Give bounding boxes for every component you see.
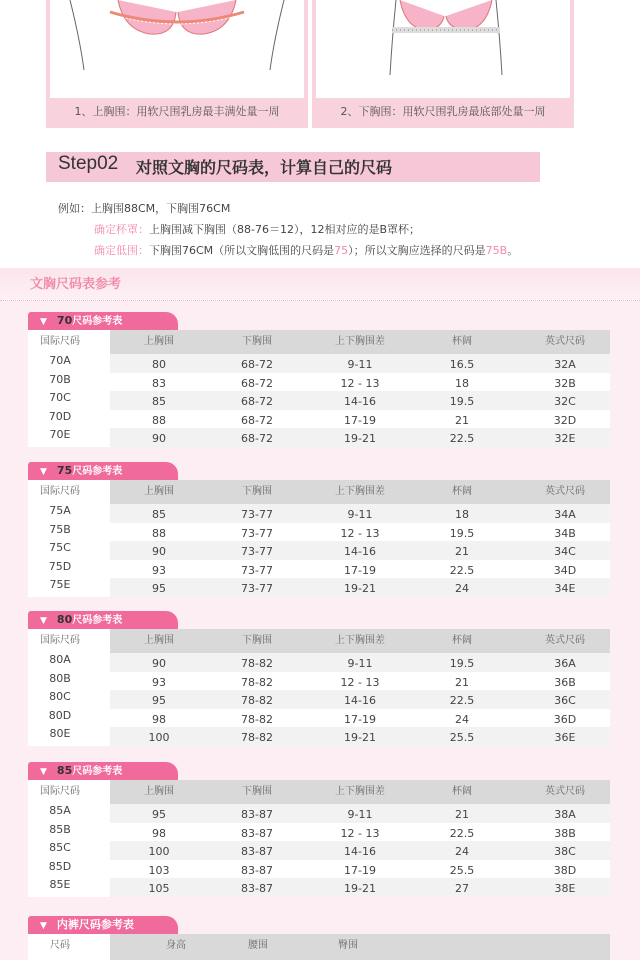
table-cell: 32D	[553, 413, 577, 427]
table-row	[28, 727, 610, 746]
panty-tag-text: 内裤尺码参考表	[56, 918, 134, 931]
table-cell: 24	[455, 712, 469, 726]
upper-bust-panel	[46, 0, 308, 128]
table-cell: 22.5	[449, 563, 475, 577]
table-header-cell: 国际尺码	[40, 635, 80, 646]
panty-header-hip: 臀围	[338, 940, 358, 951]
table-header-cell: 杯阔	[452, 786, 472, 797]
table-cell: 38B	[554, 826, 576, 840]
table-row	[28, 841, 610, 860]
table-cell: 9-11	[347, 657, 373, 670]
table-header-cell: 英式尺码	[545, 635, 585, 646]
table-cell: 85A	[49, 804, 71, 817]
under-bust-panel	[312, 0, 574, 128]
table-header-row	[28, 480, 610, 504]
table-header-cell: 上胸围	[144, 635, 174, 646]
table-cell: 78-82	[241, 731, 273, 744]
table-header-cell: 下胸围	[242, 635, 272, 646]
table-cell: 83	[152, 376, 166, 390]
table-header-cell: 上下胸围差	[335, 336, 385, 347]
table-cell: 12 - 13	[340, 826, 380, 840]
example-text	[58, 198, 518, 261]
table-header-row	[28, 629, 610, 653]
table-cell: 25.5	[449, 731, 475, 744]
table-cell: 68-72	[241, 376, 273, 390]
table-cell: 12 - 13	[340, 675, 380, 689]
table-cell: 90	[152, 545, 166, 558]
table-cell: 19.5	[449, 526, 475, 540]
table-cell: 85	[152, 395, 166, 408]
table-header-cell: 上胸围	[144, 486, 174, 497]
table-cell: 9-11	[347, 808, 373, 821]
table-cell: 85E	[49, 878, 71, 891]
table-cell: 88	[152, 526, 166, 540]
table-cell: 80E	[49, 727, 71, 740]
table-cell: 32A	[554, 358, 576, 371]
table-cell: 38E	[554, 882, 576, 895]
step-label: Step02	[58, 153, 119, 174]
table-header-cell: 杯阔	[452, 336, 472, 347]
table-cell: 75C	[49, 541, 71, 554]
panty-header-row	[28, 934, 610, 960]
table-cell: 38D	[553, 863, 577, 877]
table-cell: 19-21	[344, 882, 376, 895]
step-title: 对照文胸的尺码表，计算自己的尺码	[136, 158, 393, 177]
table-cell: 95	[152, 808, 166, 821]
table-cell: 80B	[49, 671, 71, 685]
table-cell: 73-77	[241, 545, 273, 558]
table-cell: 34C	[554, 545, 576, 558]
upper-bust-illustration	[50, 0, 304, 98]
table-cell: 38C	[554, 845, 576, 858]
table-row	[28, 578, 610, 597]
upper-bust-caption: 1、上胸围：用软尺围乳房最丰满处量一周	[74, 105, 280, 118]
table-cell: 18	[455, 508, 469, 521]
size-table-tag	[28, 462, 178, 480]
table-header-cell: 上下胸围差	[335, 786, 385, 797]
table-row	[28, 709, 610, 728]
table-cell: 83-87	[241, 808, 273, 821]
table-cell: 21	[455, 675, 469, 689]
table-row	[28, 672, 610, 691]
cup-text: 上胸围减下胸围（88-76＝12），12相对应的是B罩杯；	[149, 223, 421, 236]
table-cell: 73-77	[241, 582, 273, 595]
table-cell: 83-87	[241, 863, 273, 877]
table-cell: 78-82	[241, 657, 273, 670]
table-cell: 36E	[554, 731, 576, 744]
table-cell: 19-21	[344, 731, 376, 744]
table-cell: 19-21	[344, 432, 376, 445]
table-cell: 73-77	[241, 508, 273, 521]
table-cell: 17-19	[344, 413, 376, 427]
table-cell: 75A	[49, 504, 71, 517]
table-header-cell: 上胸围	[144, 336, 174, 347]
table-cell: 80	[152, 358, 166, 371]
table-cell: 90	[152, 432, 166, 445]
band-value: 75	[334, 244, 349, 257]
size-table-tag	[28, 762, 178, 780]
table-cell: 68-72	[241, 413, 273, 427]
table-row	[28, 560, 610, 579]
triangle-down-icon: ▼	[40, 616, 47, 626]
table-cell: 25.5	[449, 863, 475, 877]
table-cell: 21	[455, 545, 469, 558]
table-cell: 34A	[554, 508, 576, 521]
table-cell: 21	[455, 413, 469, 427]
triangle-down-icon: ▼	[40, 467, 47, 477]
table-cell: 14-16	[344, 845, 376, 858]
table-cell: 75E	[49, 578, 71, 591]
table-cell: 19.5	[449, 395, 475, 408]
tag-size: 75	[56, 464, 73, 477]
size-table-tag	[28, 312, 178, 330]
triangle-down-icon: ▼	[40, 921, 47, 931]
table-cell: 78-82	[241, 694, 273, 707]
step-heading	[46, 152, 540, 182]
table-cell: 80C	[49, 690, 71, 703]
panty-header-height: 身高	[166, 940, 186, 951]
table-cell: 90	[152, 657, 166, 670]
table-header-cell: 英式尺码	[545, 786, 585, 797]
table-cell: 38A	[554, 808, 576, 821]
section-title: 文胸尺码表参考	[30, 277, 122, 292]
table-cell: 34D	[553, 563, 577, 577]
tag-size: 70	[56, 314, 73, 327]
panty-header-waist: 腰围	[248, 940, 268, 951]
table-row	[28, 804, 610, 823]
table-cell: 93	[152, 563, 166, 577]
table-cell: 17-19	[344, 563, 376, 577]
table-cell: 16.5	[449, 358, 475, 371]
table-header-row	[28, 780, 610, 804]
table-cell: 12 - 13	[340, 526, 380, 540]
under-bust-caption: 2、下胸围：用软尺围乳房最底部处量一周	[340, 105, 546, 118]
panty-table-tag	[28, 916, 178, 934]
table-cell: 17-19	[344, 712, 376, 726]
table-cell: 85C	[49, 841, 71, 854]
size-table-tag	[28, 611, 178, 629]
band-label: 确定低围：	[94, 244, 149, 257]
table-row	[28, 523, 610, 542]
table-header-cell: 下胸围	[242, 336, 272, 347]
table-cell: 22.5	[449, 432, 475, 445]
table-cell: 14-16	[344, 545, 376, 558]
table-cell: 83-87	[241, 845, 273, 858]
size-table-body	[28, 629, 610, 746]
table-row	[28, 410, 610, 429]
table-cell: 85D	[48, 859, 72, 873]
table-row	[28, 541, 610, 560]
table-row	[28, 391, 610, 410]
table-cell: 36C	[554, 694, 576, 707]
triangle-down-icon: ▼	[40, 317, 47, 327]
size-table-body	[28, 480, 610, 597]
tag-text: 尺码参考表	[72, 316, 123, 327]
table-cell: 80A	[49, 653, 71, 666]
table-cell: 32E	[554, 432, 576, 445]
table-cell: 75D	[48, 559, 72, 573]
table-cell: 22.5	[449, 694, 475, 707]
table-cell: 68-72	[241, 358, 273, 371]
table-cell: 83-87	[241, 882, 273, 895]
table-cell: 73-77	[241, 526, 273, 540]
table-header-cell: 下胸围	[242, 486, 272, 497]
table-row	[28, 823, 610, 842]
table-cell: 70E	[49, 428, 71, 441]
table-cell: 24	[455, 582, 469, 595]
table-header-cell: 英式尺码	[545, 336, 585, 347]
table-cell: 85	[152, 508, 166, 521]
table-cell: 14-16	[344, 395, 376, 408]
table-header-cell: 上胸围	[144, 786, 174, 797]
table-row	[28, 878, 610, 897]
panty-header-size: 尺码	[50, 940, 70, 951]
table-cell: 19-21	[344, 582, 376, 595]
example-line: 例如：上胸围88CM，下胸围76CM	[58, 202, 231, 215]
table-header-cell: 国际尺码	[40, 786, 80, 797]
table-cell: 70C	[49, 391, 71, 404]
table-cell: 36D	[553, 712, 577, 726]
table-cell: 70B	[49, 372, 71, 386]
table-header-cell: 杯阔	[452, 635, 472, 646]
table-cell: 22.5	[449, 826, 475, 840]
table-cell: 75B	[49, 522, 71, 536]
table-row	[28, 373, 610, 392]
table-cell: 78-82	[241, 675, 273, 689]
table-cell: 73-77	[241, 563, 273, 577]
table-row	[28, 504, 610, 523]
table-cell: 95	[152, 694, 166, 707]
table-cell: 68-72	[241, 395, 273, 408]
band-text-1: 下胸围76CM（所以文胸低围的尺码是	[149, 244, 335, 257]
table-cell: 12 - 13	[340, 376, 380, 390]
table-cell: 24	[455, 845, 469, 858]
table-cell: 32B	[554, 376, 576, 390]
table-cell: 80D	[48, 708, 72, 722]
table-cell: 105	[148, 882, 170, 895]
table-cell: 34E	[554, 582, 576, 595]
under-bust-illustration	[316, 0, 570, 98]
table-cell: 36A	[554, 657, 576, 670]
table-cell: 100	[148, 845, 170, 858]
table-cell: 78-82	[241, 712, 273, 726]
tag-size: 80	[56, 613, 73, 626]
table-header-row	[28, 330, 610, 354]
table-cell: 83-87	[241, 826, 273, 840]
table-cell: 9-11	[347, 508, 373, 521]
section-header	[0, 268, 640, 300]
table-cell: 34B	[554, 526, 576, 540]
table-cell: 32C	[554, 395, 576, 408]
band-result: 75B	[485, 244, 508, 257]
tag-text: 尺码参考表	[72, 466, 123, 477]
table-cell: 85B	[49, 822, 71, 836]
table-row	[28, 860, 610, 879]
table-cell: 88	[152, 413, 166, 427]
triangle-down-icon: ▼	[40, 767, 47, 777]
table-header-cell: 英式尺码	[545, 486, 585, 497]
tag-text: 尺码参考表	[72, 615, 123, 626]
table-cell: 9-11	[347, 358, 373, 371]
table-cell: 100	[148, 731, 170, 744]
band-end: 。	[507, 244, 519, 257]
table-header-cell: 国际尺码	[40, 486, 80, 497]
tag-size: 85	[56, 764, 73, 777]
table-header-cell: 上下胸围差	[335, 486, 385, 497]
table-cell: 18	[455, 376, 469, 390]
table-cell: 14-16	[344, 694, 376, 707]
table-cell: 98	[152, 712, 166, 726]
table-header-cell: 上下胸围差	[335, 635, 385, 646]
cup-line	[58, 219, 518, 240]
cup-label: 确定杯罩：	[94, 223, 149, 236]
tag-text: 尺码参考表	[72, 766, 123, 777]
table-row	[28, 653, 610, 672]
table-header-cell: 下胸围	[242, 786, 272, 797]
table-cell: 95	[152, 582, 166, 595]
band-text-2: ）；所以文胸应选择的尺码是	[348, 244, 486, 257]
size-table-body	[28, 330, 610, 447]
table-row	[28, 354, 610, 373]
table-row	[28, 428, 610, 447]
measurement-illustrations	[46, 0, 574, 128]
table-cell: 68-72	[241, 432, 273, 445]
table-cell: 27	[455, 882, 469, 895]
size-table-body	[28, 780, 610, 897]
table-cell: 70A	[49, 354, 71, 367]
table-cell: 93	[152, 675, 166, 689]
table-cell: 17-19	[344, 863, 376, 877]
table-cell: 36B	[554, 675, 576, 689]
table-cell: 21	[455, 808, 469, 821]
table-header-cell: 杯阔	[452, 486, 472, 497]
table-header-cell: 国际尺码	[40, 336, 80, 347]
table-cell: 19.5	[449, 657, 475, 670]
table-cell: 98	[152, 826, 166, 840]
table-cell: 70D	[48, 409, 72, 423]
band-line	[58, 240, 518, 261]
table-row	[28, 690, 610, 709]
table-cell: 103	[148, 863, 170, 877]
